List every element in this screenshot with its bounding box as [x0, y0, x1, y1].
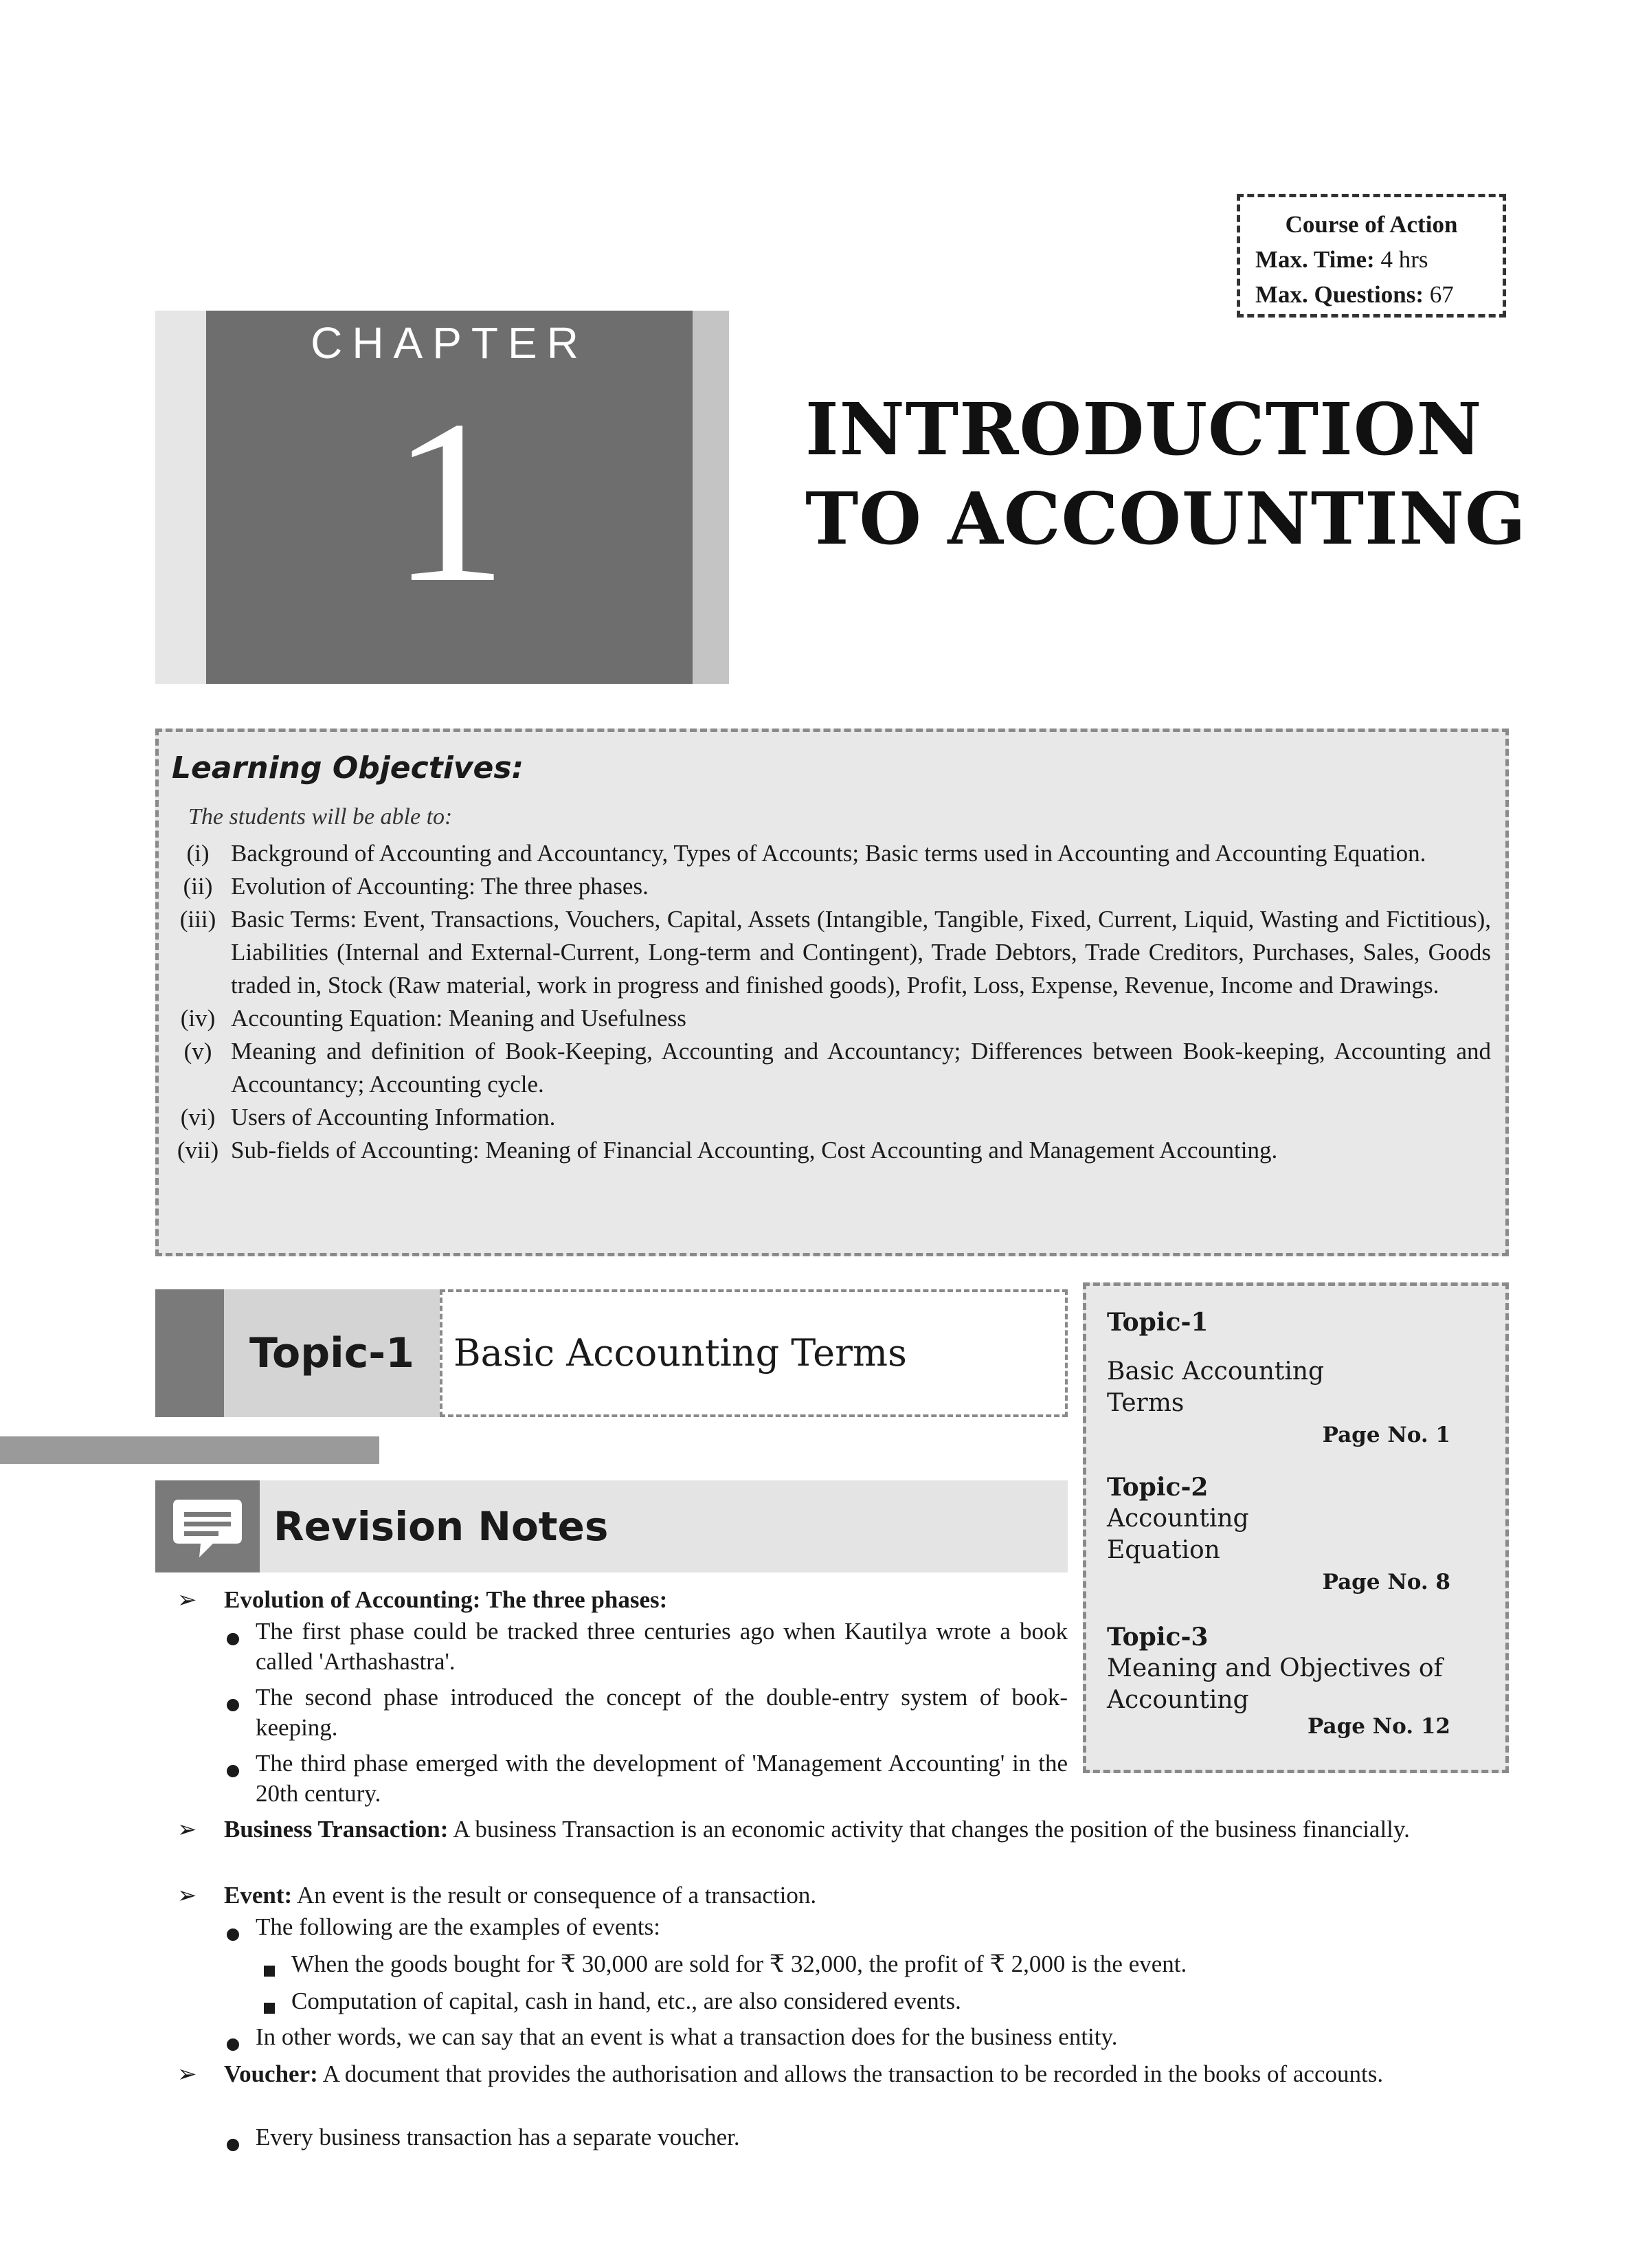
max-questions-line — [1255, 277, 1488, 312]
arrow-bullet-icon: ➢ — [177, 1588, 197, 1613]
revision-notes-icon-bg — [155, 1480, 260, 1572]
chapter-title — [805, 385, 1561, 564]
voucher-text: A document that provides the authorisation and allows the transaction to be recorded in the books of accounts. — [322, 2060, 1384, 2087]
item-text: Evolution of Accounting: The three phases. — [231, 873, 649, 900]
notes-icon — [155, 1480, 260, 1572]
item-text: Basic Terms: Event, Transactions, Vouchers, Capital, Assets (Intangible, Tangible, Fixed, Current, Liquid, Wasting and Fictitious), Liabilities (Internal and External-Current, Long-term and Contingent), Trade Debtors, Trade Creditors, Purchases, Sales, Goods traded in, Stock (Raw material, work in progress and finished goods), Profit, Loss, Expense, Revenue, Income and Drawings. — [231, 906, 1491, 999]
event-text: An event is the result or consequence of a transaction. — [296, 1882, 817, 1909]
chapter-block-left-bar — [155, 311, 206, 684]
course-title: Course of Action — [1285, 211, 1458, 238]
bullet-dot-icon — [227, 2038, 239, 2051]
item-number: (v) — [183, 1038, 212, 1065]
voucher-label: Voucher: — [224, 2060, 318, 2087]
list-item — [165, 870, 1491, 903]
bullet-dot-icon — [227, 1928, 239, 1941]
max-time-label: Max. Time: — [1255, 246, 1375, 273]
evolution-heading-text: Evolution of Accounting: The three phases: — [224, 1586, 668, 1613]
event-example-2: Computation of capital, cash in hand, etc., are also considered events. — [291, 1988, 961, 2014]
topic-index-name: Topic-1 — [1107, 1308, 1209, 1337]
square-bullet-icon — [264, 2003, 275, 2014]
topic-index-name: Topic-2 — [1107, 1473, 1209, 1502]
topic-label: Topic-1 — [249, 1329, 414, 1377]
topic-index-page: Page No. 8 — [1322, 1570, 1450, 1594]
list-item — [165, 1002, 1491, 1035]
topic-index-entry — [1107, 1471, 1478, 1598]
arrow-bullet-icon: ➢ — [177, 1883, 197, 1909]
voucher-note — [224, 2059, 1509, 2089]
max-questions-label: Max. Questions: — [1255, 281, 1424, 308]
learning-objectives-intro: The students will be able to: — [188, 804, 453, 830]
chapter-block-right-bar — [693, 311, 729, 684]
revision-notes-title: Revision Notes — [273, 1503, 609, 1550]
business-transaction-note — [224, 1814, 1509, 1845]
item-number: (i) — [186, 840, 210, 867]
topic-index-entry — [1107, 1621, 1478, 1742]
item-text: Users of Accounting Information. — [231, 1104, 556, 1131]
topic-index-desc: Meaning and Objectives of Accounting — [1107, 1654, 1443, 1714]
event-label: Event: — [224, 1882, 293, 1909]
topic-index-name: Topic-3 — [1107, 1623, 1209, 1652]
list-item — [165, 1035, 1491, 1101]
list-item — [165, 1134, 1491, 1167]
item-text: Sub-fields of Accounting: Meaning of Financial Accounting, Cost Accounting and Management Accounting. — [231, 1137, 1278, 1164]
chapter-word: CHAPTER — [311, 318, 588, 368]
max-time-line — [1255, 242, 1488, 277]
evolution-phase-3: The third phase emerged with the development of 'Management Accounting' in the 20th century. — [256, 1750, 1068, 1807]
topic-index-entry — [1107, 1307, 1478, 1451]
list-item — [165, 1101, 1491, 1134]
chapter-number: 1 — [391, 372, 508, 631]
event-examples-intro: The following are the examples of events: — [256, 1913, 660, 1940]
item-text: Accounting Equation: Meaning and Usefulness — [231, 1005, 686, 1032]
bullet-dot-icon — [227, 2139, 239, 2151]
arrow-bullet-icon: ➢ — [177, 2062, 197, 2087]
list-item — [165, 837, 1491, 870]
learning-objectives-heading: Learning Objectives: — [172, 751, 524, 786]
item-text: Background of Accounting and Accountancy, Types of Accounts; Basic terms used in Accounting and Accounting Equation. — [231, 840, 1426, 867]
list-item — [165, 903, 1491, 1002]
item-number: (ii) — [183, 873, 213, 900]
bullet-dot-icon — [227, 1633, 239, 1645]
event-example-1: When the goods bought for ₹ 30,000 are sold for ₹ 32,000, the profit of ₹ 2,000 is the event. — [291, 1950, 1187, 1977]
voucher-point-1: Every business transaction has a separate voucher. — [256, 2124, 740, 2150]
course-of-action-box — [1237, 194, 1506, 318]
topic-header-dark-bar — [155, 1289, 224, 1417]
business-transaction-text: A business Transaction is an economic activity that changes the position of the business financially. — [453, 1816, 1410, 1843]
bullet-dot-icon — [227, 1699, 239, 1711]
business-transaction-label: Business Transaction: — [224, 1816, 449, 1843]
event-other-words: In other words, we can say that an event is what a transaction does for the business entity. — [256, 2023, 1118, 2050]
event-note — [224, 1880, 816, 1911]
chapter-title-line1: INTRODUCTION — [805, 387, 1483, 471]
evolution-phase-1: The first phase could be tracked three centuries ago when Kautilya wrote a book called 'Arthashastra'. — [256, 1618, 1068, 1675]
item-number: (vii) — [177, 1137, 219, 1164]
topic-index-page: Page No. 12 — [1308, 1714, 1450, 1739]
topic-index-desc: Basic Accounting Terms — [1107, 1357, 1325, 1417]
topic-index-desc: Accounting Equation — [1107, 1504, 1249, 1564]
learning-objectives-list — [165, 837, 1491, 1167]
arrow-bullet-icon: ➢ — [177, 1817, 197, 1843]
topic-divider-bar — [0, 1436, 379, 1464]
square-bullet-icon — [264, 1966, 275, 1977]
max-questions-value: 67 — [1429, 281, 1454, 308]
bullet-dot-icon — [227, 1765, 239, 1777]
chapter-title-line2: TO ACCOUNTING — [805, 476, 1527, 561]
evolution-heading — [224, 1585, 667, 1615]
item-text: Meaning and definition of Book-Keeping, Accounting and Accountancy; Differences between Book-keeping, Accounting and Accountancy; Accounting cycle. — [231, 1038, 1491, 1098]
item-number: (vi) — [180, 1104, 216, 1131]
evolution-phase-2: The second phase introduced the concept of the double-entry system of book-keeping. — [256, 1684, 1068, 1741]
topic-index-page: Page No. 1 — [1322, 1423, 1450, 1447]
max-time-value: 4 hrs — [1380, 246, 1428, 273]
item-number: (iv) — [180, 1005, 216, 1032]
item-number: (iii) — [179, 906, 216, 933]
topic-title: Basic Accounting Terms — [453, 1331, 907, 1375]
topic-index-box — [1083, 1282, 1509, 1773]
